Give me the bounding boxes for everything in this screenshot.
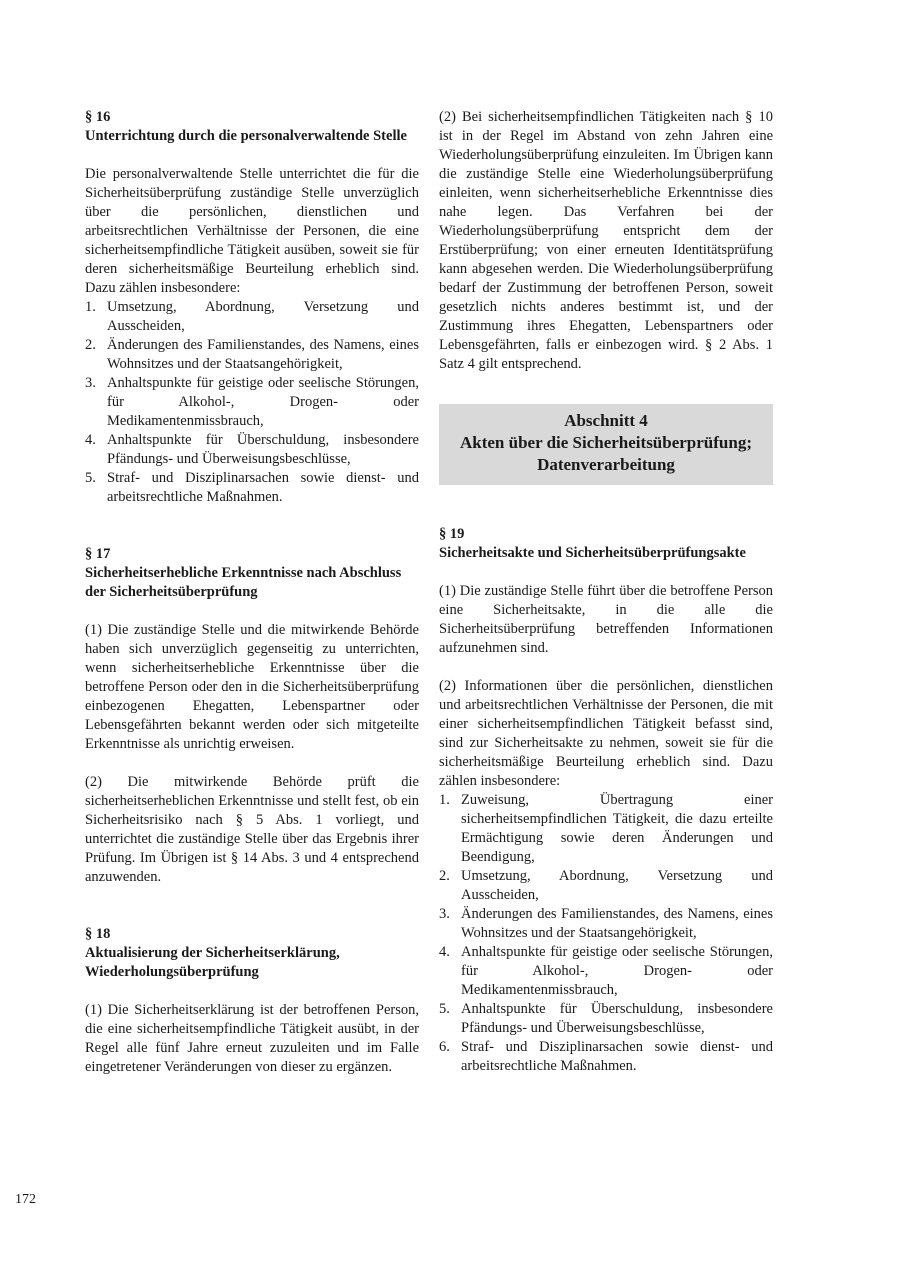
section-title: Sicherheitserhebliche Erkenntnisse nach Abschluss der Sicherheitsüberprüfung (85, 565, 402, 600)
section-17 (85, 545, 419, 887)
section-title: Aktualisierung der Sicherheitserklärung, Wiederholungsüberprüfung (85, 945, 340, 980)
list-item (85, 469, 419, 507)
chapter-heading-box (439, 404, 773, 485)
section-title: Sicherheitsakte und Sicherheitsüberprüfungsakte (439, 545, 746, 561)
list-text: Umsetzung, Abordnung, Versetzung und Ausscheiden, (107, 299, 419, 334)
section-number: § 17 (85, 546, 111, 562)
paragraph: (2) Informationen über die persönlichen, dienstlichen und arbeitsrechtlichen Verhältnisse der Personen, die mit einer sicherheitsempfindlichen Tätigkeit befasst sind, sind zur Sicherheitsakte zu nehmen, soweit sie für die sicherheitsmäßige Beurteilung erheblich sind. Dazu zählen insbesondere: (439, 678, 773, 789)
page-number: 172 (15, 1192, 36, 1207)
list-text: Straf- und Disziplinarsachen sowie dienst- und arbeitsrechtliche Maßnahmen. (461, 1039, 773, 1074)
paragraph: (1) Die zuständige Stelle und die mitwirkende Behörde haben sich unverzüglich gegenseitig zu unterrichten, wenn sicherheitserhebliche Erkenntnisse über die betroffene Person oder den in die Sicherheitsüberprüfung einbezogenen Ehegatten, Lebenspartner oder Lebensgefährten bekannt werden oder sich mitgeteilte Erkenntnisse als unrichtig erweisen. (85, 622, 419, 752)
section-18 (85, 925, 419, 1077)
list-item (439, 943, 773, 1000)
list-item (439, 905, 773, 943)
section-number: § 16 (85, 109, 111, 125)
list-text: Anhaltspunkte für Überschuldung, insbesondere Pfändungs- und Überweisungsbeschlüsse, (107, 432, 419, 467)
list-text: Straf- und Disziplinarsachen sowie dienst- und arbeitsrechtliche Maßnahmen. (107, 470, 419, 505)
list-number: 1. (85, 299, 96, 315)
list-number: 4. (439, 944, 450, 960)
list-item (85, 431, 419, 469)
list-number: 4. (85, 432, 96, 448)
list-item (85, 336, 419, 374)
list-item (439, 1038, 773, 1076)
section-gap (85, 507, 419, 545)
list-number: 1. (439, 792, 450, 808)
list-text: Anhaltspunkte für geistige oder seelische Störungen, für Alkohol-, Drogen- oder Medikamentenmissbrauch, (107, 375, 419, 429)
list-number: 2. (85, 337, 96, 353)
list-item (85, 374, 419, 431)
list-number: 5. (85, 470, 96, 486)
list-text: Anhaltspunkte für geistige oder seelische Störungen, für Alkohol-, Drogen- oder Medikamentenmissbrauch, (461, 944, 773, 998)
list-item (85, 298, 419, 336)
list-number: 3. (439, 906, 450, 922)
section-19 (439, 525, 773, 1076)
list-text: Änderungen des Familienstandes, des Namens, eines Wohnsitzes und der Staatsangehörigkeit, (461, 906, 773, 941)
chapter-number: Abschnitt 4 (564, 411, 648, 430)
enumerated-list (439, 791, 773, 1076)
paragraph: (2) Bei sicherheitsempfindlichen Tätigkeiten nach § 10 ist in der Regel im Abstand von zehn Jahren eine Wiederholungsüberprüfung einzuleiten. Im Übrigen kann die zuständige Stelle eine Wiederholungsüberprüfung einleiten, wenn sicherheitserhebliche Erkenntnisse dies nahe legen. Das Verfahren bei der Wiederholungsüberprüfung entspricht dem der Erstüberprüfung; von einer erneuten Identitätsprüfung kann abgesehen werden. Die Wiederholungsüberprüfung bedarf der Zustimmung der betroffenen Person, soweit gesetzlich nichts anderes bestimmt ist, und der Zustimmung ihres Ehegatten, Lebenspartners oder Lebensgefährten, falls er einbezogen wird. § 2 Abs. 1 Satz 4 gilt entsprechend. (439, 109, 773, 372)
list-text: Zuweisung, Übertragung einer sicherheitsempfindlichen Tätigkeit, die dazu erteilte Ermächtigung sowie deren Änderungen und Beendigung, (461, 792, 773, 865)
chapter-title-cont: Datenverarbeitung (537, 455, 675, 474)
section-gap (85, 906, 419, 925)
list-number: 3. (85, 375, 96, 391)
list-item (439, 1000, 773, 1038)
section-number: § 19 (439, 526, 465, 542)
left-column (85, 108, 419, 1096)
section-number: § 18 (85, 926, 111, 942)
list-text: Umsetzung, Abordnung, Versetzung und Ausscheiden, (461, 868, 773, 903)
enumerated-list (85, 298, 419, 507)
section-title: Unterrichtung durch die personalverwaltende Stelle (85, 128, 407, 144)
list-number: 5. (439, 1001, 450, 1017)
list-text: Anhaltspunkte für Überschuldung, insbesondere Pfändungs- und Überweisungsbeschlüsse, (461, 1001, 773, 1036)
list-item (439, 791, 773, 867)
chapter-title: Akten über die Sicherheitsüberprüfung; (459, 433, 752, 452)
paragraph: (1) Die zuständige Stelle führt über die betroffene Person eine Sicherheitsakte, in die alle die Sicherheitsüberprüfung betreffenden Informationen aufzunehmen sind. (439, 583, 773, 656)
list-item (439, 867, 773, 905)
list-text: Änderungen des Familienstandes, des Namens, eines Wohnsitzes und der Staatsangehörigkeit, (107, 337, 419, 372)
paragraph: (1) Die Sicherheitserklärung ist der betroffenen Person, die eine sicherheitsempfindliche Tätigkeit ausübt, in der Regel alle fünf Jahre erneut zuzuleiten und im Falle eingetretener Veränderungen von dieser zu ergänzen. (85, 1002, 419, 1075)
paragraph: (2) Die mitwirkende Behörde prüft die sicherheitserheblichen Erkenntnisse und stellt fest, ob ein Sicherheitsrisiko nach § 5 Abs. 1 vorliegt, und unterrichtet die zuständige Stelle über das Ergebnis ihrer Prüfung. Im Übrigen ist § 14 Abs. 3 und 4 entsprechend anzuwenden. (85, 774, 419, 885)
right-column (439, 108, 773, 1076)
list-number: 6. (439, 1039, 450, 1055)
paragraph: Die personalverwaltende Stelle unterrichtet die für die Sicherheitsüberprüfung zuständige Stelle unverzüglich über die persönlichen, dienstlichen und arbeitsrechtlichen Verhältnisse der Personen, die eine sicherheitsempfindliche Tätigkeit ausüben, soweit sie für deren sicherheitsmäßige Beurteilung erheblich sind. Dazu zählen insbesondere: (85, 166, 419, 296)
list-number: 2. (439, 868, 450, 884)
section-16 (85, 108, 419, 507)
